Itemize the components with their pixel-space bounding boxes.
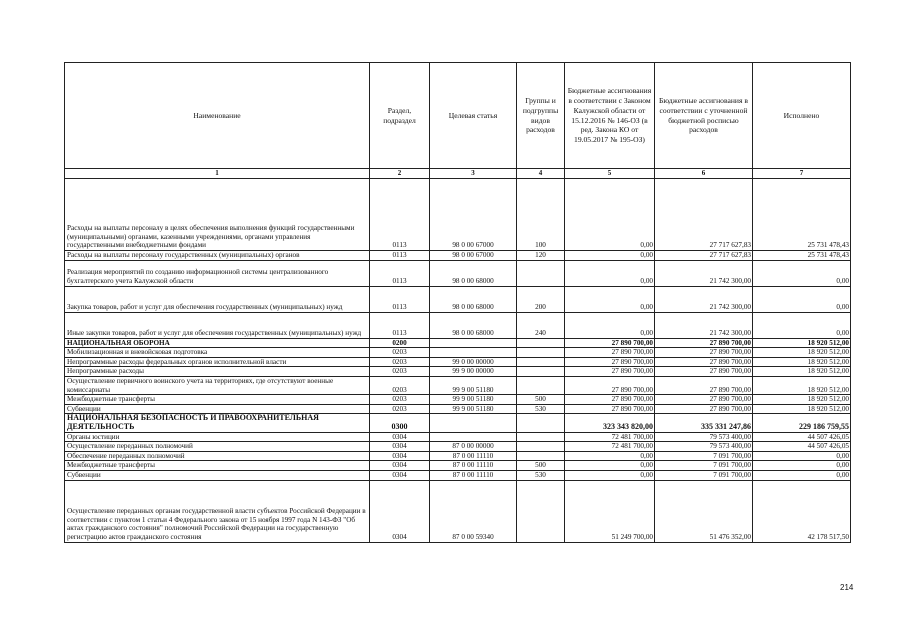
cell-approved: 72 481 700,00 [565, 432, 655, 442]
cell-target [430, 432, 517, 442]
cell-executed: 18 920 512,00 [753, 404, 851, 414]
cell-group [517, 451, 565, 461]
table-row [65, 404, 851, 414]
cell-target: 99 0 00 00000 [430, 357, 517, 367]
cell-target [430, 414, 517, 432]
cell-section: 0203 [370, 404, 430, 414]
cell-approved: 27 890 700,00 [565, 376, 655, 394]
table-row [65, 179, 851, 251]
cell-target: 98 0 00 68000 [430, 260, 517, 286]
table-row [65, 260, 851, 286]
cell-revised: 27 890 700,00 [655, 395, 753, 405]
cell-revised: 7 091 700,00 [655, 451, 753, 461]
cell-group: 100 [517, 179, 565, 251]
table-row [65, 286, 851, 312]
cell-executed: 18 920 512,00 [753, 357, 851, 367]
cell-approved: 0,00 [565, 286, 655, 312]
cell-executed: 18 920 512,00 [753, 338, 851, 348]
cell-revised: 79 573 400,00 [655, 442, 753, 452]
cell-section: 0113 [370, 260, 430, 286]
column-number: 2 [370, 169, 430, 179]
cell-section: 0200 [370, 338, 430, 348]
cell-group: 240 [517, 312, 565, 338]
cell-group: 500 [517, 395, 565, 405]
table-row [65, 357, 851, 367]
cell-revised: 335 331 247,86 [655, 414, 753, 432]
header-revised: Бюджетные ассигнования в соответствии с уточненной бюджетной росписью расходов [655, 63, 753, 169]
header-target: Целевая статья [430, 63, 517, 169]
table-row [65, 480, 851, 542]
cell-group [517, 357, 565, 367]
cell-section: 0300 [370, 414, 430, 432]
cell-group [517, 367, 565, 377]
cell-revised: 27 717 627,83 [655, 179, 753, 251]
table-row [65, 451, 851, 461]
cell-target: 87 0 00 11110 [430, 470, 517, 480]
column-number: 7 [753, 169, 851, 179]
cell-approved: 323 343 820,00 [565, 414, 655, 432]
cell-approved: 0,00 [565, 461, 655, 471]
cell-group [517, 432, 565, 442]
cell-executed: 42 178 517,50 [753, 480, 851, 542]
cell-group [517, 442, 565, 452]
cell-target: 87 0 00 00000 [430, 442, 517, 452]
cell-executed: 18 920 512,00 [753, 395, 851, 405]
table-row [65, 461, 851, 471]
cell-section: 0304 [370, 461, 430, 471]
table-row [65, 470, 851, 480]
cell-group [517, 480, 565, 542]
cell-revised: 27 890 700,00 [655, 376, 753, 394]
cell-approved: 0,00 [565, 312, 655, 338]
cell-approved: 27 890 700,00 [565, 357, 655, 367]
table-row [65, 338, 851, 348]
cell-executed: 18 920 512,00 [753, 376, 851, 394]
header-approved: Бюджетные ассигнования в соответствии с Законом Калужской области от 15.12.2016 № 146-ОЗ (в ред. Закона КО от 19.05.2017 № 195-ОЗ) [565, 63, 655, 169]
cell-executed: 18 920 512,00 [753, 348, 851, 358]
cell-executed: 25 731 478,43 [753, 251, 851, 261]
column-number: 3 [430, 169, 517, 179]
cell-target: 99 9 00 51180 [430, 376, 517, 394]
cell-executed: 25 731 478,43 [753, 179, 851, 251]
cell-group: 500 [517, 461, 565, 471]
cell-revised: 21 742 300,00 [655, 260, 753, 286]
cell-approved: 0,00 [565, 260, 655, 286]
cell-target: 98 0 00 67000 [430, 251, 517, 261]
cell-executed: 0,00 [753, 312, 851, 338]
table-row [65, 312, 851, 338]
cell-section: 0113 [370, 286, 430, 312]
cell-target: 87 0 00 59340 [430, 480, 517, 542]
table-row [65, 395, 851, 405]
cell-name: Субвенции [65, 404, 370, 414]
cell-revised: 27 717 627,83 [655, 251, 753, 261]
cell-group: 530 [517, 470, 565, 480]
cell-section: 0113 [370, 312, 430, 338]
cell-section: 0203 [370, 348, 430, 358]
cell-revised: 51 476 352,00 [655, 480, 753, 542]
cell-approved: 0,00 [565, 179, 655, 251]
cell-name: Непрограммные расходы [65, 367, 370, 377]
cell-approved: 27 890 700,00 [565, 404, 655, 414]
cell-target: 98 0 00 68000 [430, 312, 517, 338]
cell-revised: 7 091 700,00 [655, 470, 753, 480]
cell-executed: 0,00 [753, 461, 851, 471]
cell-revised: 21 742 300,00 [655, 286, 753, 312]
cell-target: 99 9 00 00000 [430, 367, 517, 377]
cell-executed: 0,00 [753, 451, 851, 461]
cell-name: Реализация мероприятий по созданию информационной системы централизованного бухгалтерского учета Калужской области [65, 260, 370, 286]
budget-table [64, 62, 851, 543]
cell-revised: 27 890 700,00 [655, 338, 753, 348]
cell-executed: 0,00 [753, 286, 851, 312]
cell-approved: 0,00 [565, 451, 655, 461]
cell-section: 0304 [370, 451, 430, 461]
cell-section: 0304 [370, 442, 430, 452]
cell-name: Расходы на выплаты персоналу государственных (муниципальных) органов [65, 251, 370, 261]
cell-target [430, 348, 517, 358]
cell-executed: 0,00 [753, 260, 851, 286]
cell-revised: 27 890 700,00 [655, 367, 753, 377]
cell-approved: 27 890 700,00 [565, 395, 655, 405]
cell-group [517, 260, 565, 286]
cell-target: 99 9 00 51180 [430, 404, 517, 414]
cell-section: 0304 [370, 480, 430, 542]
column-numbers-row [65, 169, 851, 179]
cell-approved: 27 890 700,00 [565, 338, 655, 348]
cell-target: 87 0 00 11110 [430, 461, 517, 471]
column-number: 4 [517, 169, 565, 179]
cell-revised: 79 573 400,00 [655, 432, 753, 442]
cell-group [517, 376, 565, 394]
cell-approved: 51 249 700,00 [565, 480, 655, 542]
cell-revised: 27 890 700,00 [655, 404, 753, 414]
cell-revised: 21 742 300,00 [655, 312, 753, 338]
table-row [65, 348, 851, 358]
cell-group [517, 338, 565, 348]
cell-executed: 18 920 512,00 [753, 367, 851, 377]
cell-approved: 27 890 700,00 [565, 348, 655, 358]
cell-section: 0203 [370, 376, 430, 394]
cell-executed: 0,00 [753, 470, 851, 480]
cell-executed: 44 507 426,05 [753, 442, 851, 452]
cell-group: 200 [517, 286, 565, 312]
cell-name: Расходы на выплаты персоналу в целях обеспечения выполнения функций государственными (муниципальными) органами, казенными учреждениями, органами управления государственными внебюджетными фондами [65, 179, 370, 251]
cell-target: 99 9 00 51180 [430, 395, 517, 405]
cell-target: 98 0 00 68000 [430, 286, 517, 312]
table-row [65, 367, 851, 377]
cell-group [517, 414, 565, 432]
cell-group: 530 [517, 404, 565, 414]
cell-name: Обеспечение переданных полномочий [65, 451, 370, 461]
column-number: 1 [65, 169, 370, 179]
cell-name: Иные закупки товаров, работ и услуг для обеспечения государственных (муниципальных) нужд [65, 312, 370, 338]
cell-section: 0113 [370, 251, 430, 261]
cell-target: 98 0 00 67000 [430, 179, 517, 251]
cell-section: 0304 [370, 432, 430, 442]
cell-group: 120 [517, 251, 565, 261]
table-row [65, 251, 851, 261]
cell-target: 87 0 00 11110 [430, 451, 517, 461]
cell-revised: 27 890 700,00 [655, 357, 753, 367]
cell-name: Осуществление переданных полномочий [65, 442, 370, 452]
page-number: 214 [840, 583, 854, 592]
header-name: Наименование [65, 63, 370, 169]
column-number: 5 [565, 169, 655, 179]
cell-section: 0203 [370, 357, 430, 367]
cell-name: Межбюджетные трансферты [65, 461, 370, 471]
cell-section: 0203 [370, 367, 430, 377]
cell-section: 0113 [370, 179, 430, 251]
cell-name: Субвенции [65, 470, 370, 480]
cell-section: 0203 [370, 395, 430, 405]
header-row [65, 63, 851, 169]
cell-name: Осуществление переданных органам государственной власти субъектов Российской Федерации в соответствии с пунктом 1 статьи 4 Федерального закона от 15 ноября 1997 года N 143-ФЗ "Об актах гражданского состояния" полномочий Российской Федерации на государственную регистрацию актов гражданского состояния [65, 480, 370, 542]
cell-name: Мобилизационная и вневойсковая подготовка [65, 348, 370, 358]
table-row [65, 432, 851, 442]
cell-revised: 27 890 700,00 [655, 348, 753, 358]
cell-name: Закупка товаров, работ и услуг для обеспечения государственных (муниципальных) нужд [65, 286, 370, 312]
cell-approved: 0,00 [565, 470, 655, 480]
cell-approved: 72 481 700,00 [565, 442, 655, 452]
table-row [65, 442, 851, 452]
cell-name: Осуществление первичного воинского учета на территориях, где отсутствуют военные комиссариаты [65, 376, 370, 394]
table-row [65, 414, 851, 432]
cell-name: Органы юстиции [65, 432, 370, 442]
cell-group [517, 348, 565, 358]
column-number: 6 [655, 169, 753, 179]
cell-name: НАЦИОНАЛЬНАЯ БЕЗОПАСНОСТЬ И ПРАВООХРАНИТЕЛЬНАЯ ДЕЯТЕЛЬНОСТЬ [65, 414, 370, 432]
cell-approved: 0,00 [565, 251, 655, 261]
cell-executed: 44 507 426,05 [753, 432, 851, 442]
header-section: Раздел, подраздел [370, 63, 430, 169]
cell-target [430, 338, 517, 348]
table-row [65, 376, 851, 394]
cell-section: 0304 [370, 470, 430, 480]
cell-name: НАЦИОНАЛЬНАЯ ОБОРОНА [65, 338, 370, 348]
cell-revised: 7 091 700,00 [655, 461, 753, 471]
cell-name: Межбюджетные трансферты [65, 395, 370, 405]
header-executed: Исполнено [753, 63, 851, 169]
header-groups: Группы и подгруппы видов расходов [517, 63, 565, 169]
cell-name: Непрограммные расходы федеральных органов исполнительной власти [65, 357, 370, 367]
cell-executed: 229 186 759,55 [753, 414, 851, 432]
cell-approved: 27 890 700,00 [565, 367, 655, 377]
